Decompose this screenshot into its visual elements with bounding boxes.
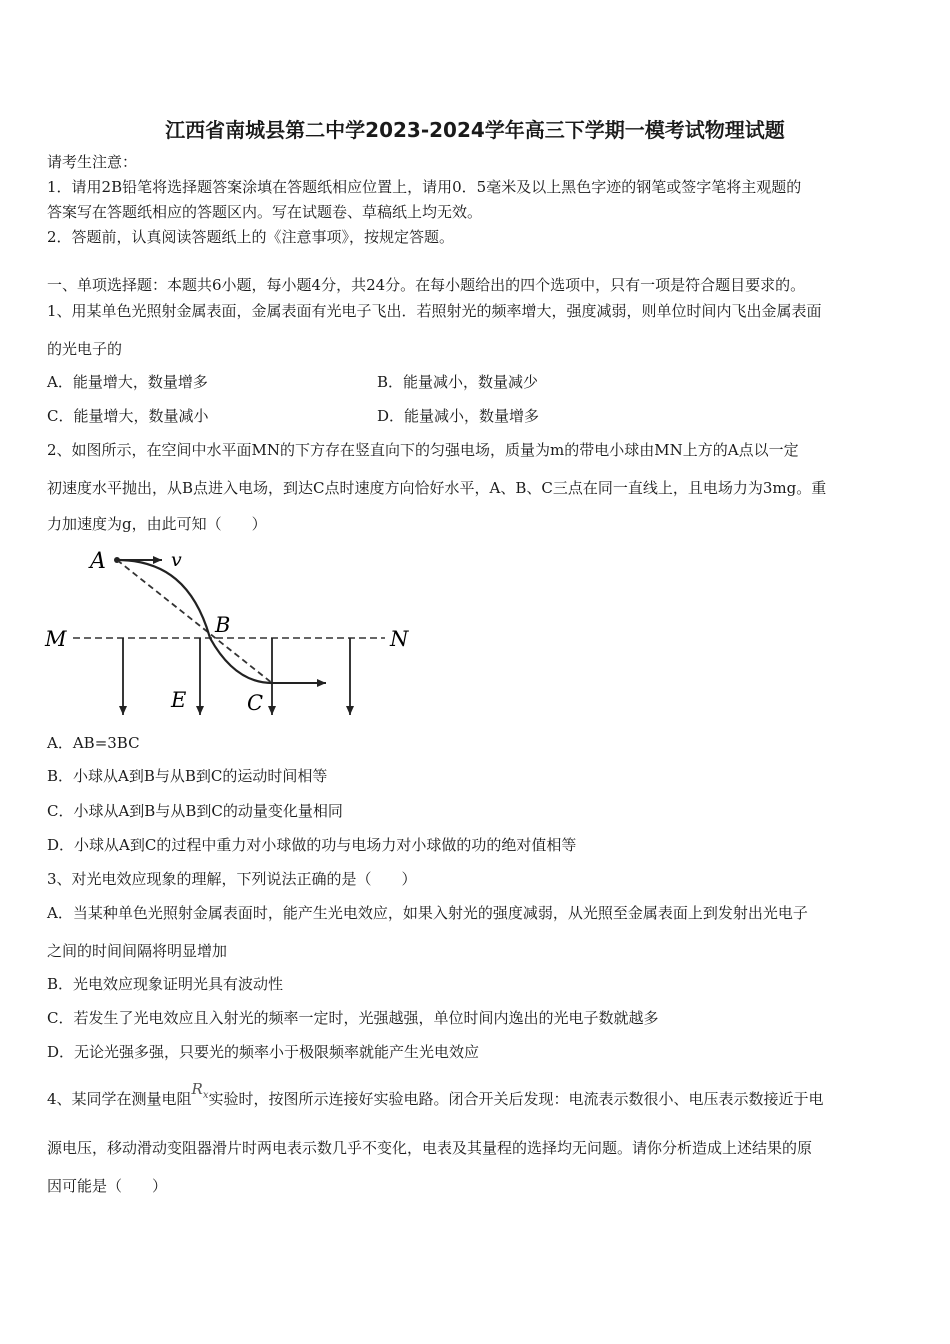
notice-item-2: 2．答题前，认真阅读答题纸上的《注意事项》，按规定答题。 bbox=[47, 228, 455, 246]
label-n: N bbox=[390, 627, 409, 651]
q3-option-a-line2: 之间的时间间隔将明显增加 bbox=[47, 942, 228, 960]
notice-item-1-cont: 答案写在答题纸相应的答题区内。写在试题卷、草稿纸上均无效。 bbox=[47, 203, 483, 221]
label-c: C bbox=[247, 691, 264, 715]
section-heading: 一、单项选择题：本题共6小题，每小题4分，共24分。在每小题给出的四个选项中，只有一项是符合题目要求的。 bbox=[47, 276, 806, 294]
q1-option-d: D．能量减小，数量增多 bbox=[377, 407, 540, 425]
label-e: E bbox=[171, 688, 187, 712]
q2-option-c: C．小球从A到B与从B到C的动量变化量相同 bbox=[47, 802, 343, 820]
line-ac-dashed bbox=[117, 560, 272, 683]
q2-stem-line2: 初速度水平抛出，从B点进入电场，到达C点时速度方向恰好水平，A、B、C三点在同一直线上，且电场力为3mg。重 bbox=[47, 479, 827, 497]
notice-item-1: 1．请用2B铅笔将选择题答案涂填在答题纸相应位置上，请用0．5毫米及以上黑色字迹的钢笔或签字笔将主观题的 bbox=[47, 178, 802, 196]
q1-option-b: B．能量减小，数量减少 bbox=[377, 373, 539, 391]
q3-option-b: B．光电效应现象证明光具有波动性 bbox=[47, 975, 284, 993]
label-a: A bbox=[90, 549, 106, 574]
q2-figure bbox=[40, 540, 420, 725]
q2-option-b: B．小球从A到B与从B到C的运动时间相等 bbox=[47, 767, 328, 785]
q2-stem-line3: 力加速度为g，由此可知（ ） bbox=[47, 515, 267, 533]
q4-stem-line3: 因可能是（ ） bbox=[47, 1177, 168, 1195]
q4-stem-line1 bbox=[47, 1080, 824, 1116]
rx-symbol: $R_x$ bbox=[191, 1080, 209, 1101]
notice-heading: 请考生注意： bbox=[47, 153, 138, 171]
q3-option-d: D．无论光强多强，只要光的频率小于极限频率就能产生光电效应 bbox=[47, 1043, 480, 1061]
q1-option-a: A．能量增大，数量增多 bbox=[47, 373, 208, 391]
page-title: 江西省南城县第二中学2023-2024学年高三下学期一模考试物理试题 bbox=[165, 118, 785, 142]
q3-option-c: C．若发生了光电效应且入射光的频率一定时，光强越强，单位时间内逸出的光电子数就越多 bbox=[47, 1009, 659, 1027]
q2-stem-line1: 2、如图所示，在空间中水平面MN的下方存在竖直向下的匀强电场，质量为m的带电小球由MN上方的A点以一定 bbox=[47, 441, 799, 459]
trajectory bbox=[117, 560, 272, 683]
label-v: v bbox=[171, 549, 182, 571]
label-b: B bbox=[215, 613, 231, 637]
q4-stem-pre: 4、某同学在测量电阻 bbox=[47, 1090, 192, 1108]
q1-stem-line1: 1、用某单色光照射金属表面，金属表面有光电子飞出．若照射光的频率增大，强度减弱，则单位时间内飞出金属表面 bbox=[47, 302, 822, 320]
q1-option-c: C．能量增大，数量减小 bbox=[47, 407, 209, 425]
q2-option-a: A．AB=3BC bbox=[47, 734, 140, 752]
q2-option-d: D．小球从A到C的过程中重力对小球做的功与电场力对小球做的功的绝对值相等 bbox=[47, 836, 577, 854]
q4-stem-post: 实验时，按图所示连接好实验电路。闭合开关后发现：电流表示数很小、电压表示数接近于电 bbox=[208, 1090, 824, 1108]
q3-option-a-line1: A．当某种单色光照射金属表面时，能产生光电效应，如果入射光的强度减弱，从光照至金属表面上到发射出光电子 bbox=[47, 904, 808, 922]
label-m: M bbox=[45, 627, 67, 651]
q1-stem-line2: 的光电子的 bbox=[47, 340, 123, 358]
q4-stem-line2: 源电压，移动滑动变阻器滑片时两电表示数几乎不变化，电表及其量程的选择均无问题。请你分析造成上述结果的原 bbox=[47, 1139, 813, 1157]
q3-stem: 3、对光电效应现象的理解，下列说法正确的是（ ） bbox=[47, 870, 417, 888]
